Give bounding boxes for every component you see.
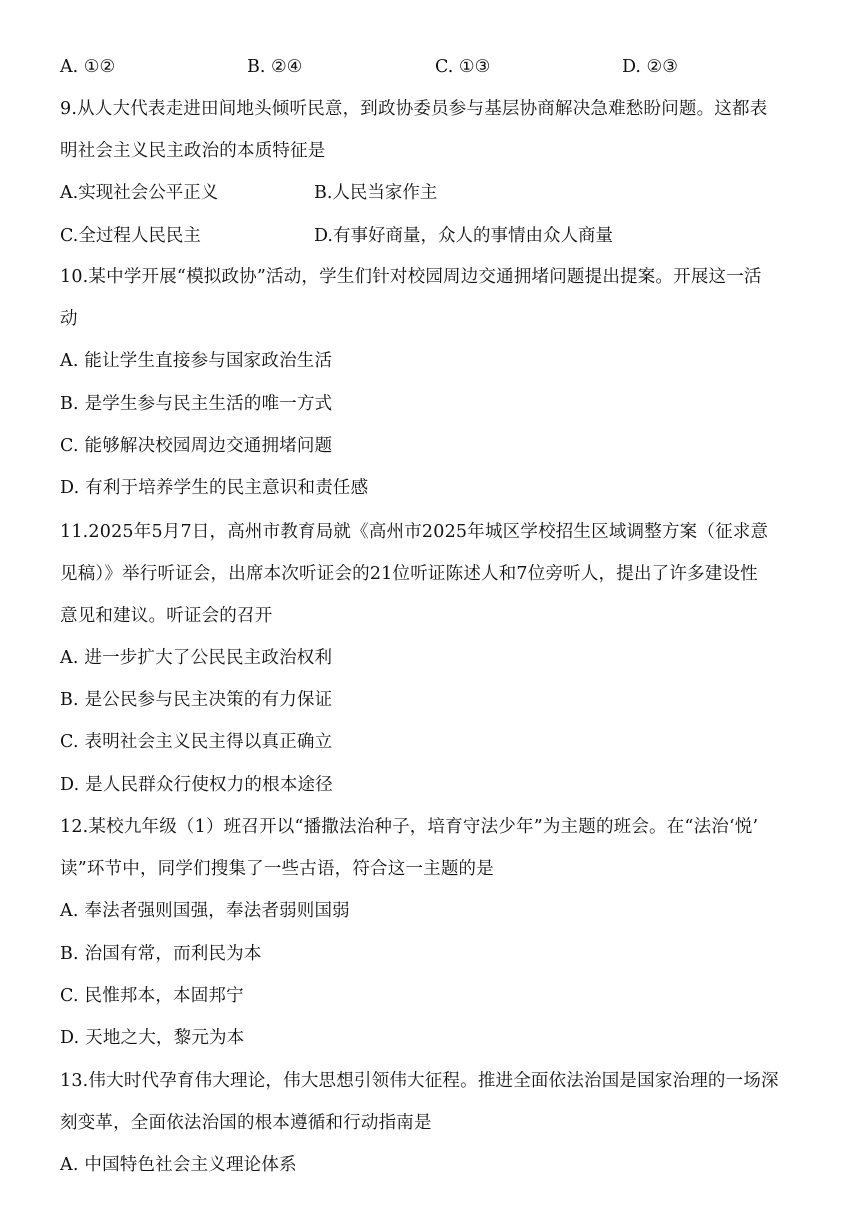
q11-stem-line3: 意见和建议。听证会的召开 <box>60 606 273 626</box>
q13-stem-line1: 13.伟大时代孕育伟大理论，伟大思想引领伟大征程。推进全面依法治国是国家治理的一场深 <box>60 1071 779 1091</box>
q10-option-a: A. 能让学生直接参与国家政治生活 <box>60 351 333 371</box>
q9-option-a: A.实现社会公平正义 <box>60 183 219 203</box>
q13-option-a: A. 中国特色社会主义理论体系 <box>60 1155 297 1175</box>
q11-option-d: D. 是人民群众行使权力的根本途径 <box>60 775 333 795</box>
q8-option-c: C. ①③ <box>435 57 491 77</box>
q12-option-b: B. 治国有常，而利民为本 <box>60 944 262 964</box>
q11-option-a: A. 进一步扩大了公民民主政治权利 <box>60 648 333 668</box>
q9-option-b: B.人民当家作主 <box>314 183 438 203</box>
q12-option-a: A. 奉法者强则国强，奉法者弱则国弱 <box>60 901 350 921</box>
q13-stem-line2: 刻变革，全面依法治国的根本遵循和行动指南是 <box>60 1113 432 1133</box>
q10-option-c: C. 能够解决校园周边交通拥堵问题 <box>60 436 333 456</box>
q11-option-c: C. 表明社会主义民主得以真正确立 <box>60 732 333 752</box>
q12-stem-line1: 12.某校九年级（1）班召开以“播撒法治种子，培育守法少年”为主题的班会。在“法治‘悦’ <box>60 817 759 837</box>
q9-option-d: D.有事好商量，众人的事情由众人商量 <box>314 226 613 246</box>
q11-option-b: B. 是公民参与民主决策的有力保证 <box>60 690 333 710</box>
q10-option-b: B. 是学生参与民主生活的唯一方式 <box>60 394 333 414</box>
q12-option-d: D. 天地之大，黎元为本 <box>60 1028 245 1048</box>
q9-stem-line1: 9.从人大代表走进田间地头倾听民意，到政协委员参与基层协商解决急难愁盼问题。这都表 <box>60 99 768 119</box>
q9-option-c: C.全过程人民民主 <box>60 226 201 246</box>
q11-stem-line2: 见稿）》举行听证会，出席本次听证会的21位听证陈述人和7位旁听人，提出了许多建设性 <box>60 564 758 584</box>
q12-stem-line2: 读”环节中，同学们搜集了一些古语，符合这一主题的是 <box>60 859 494 879</box>
q8-option-a: A. ①② <box>60 57 116 77</box>
q12-option-c: C. 民惟邦本，本固邦宁 <box>60 986 244 1006</box>
q11-stem-line1: 11.2025年5月7日，高州市教育局就《高州市2025年城区学校招生区域调整方案（征求意 <box>60 522 769 542</box>
q10-stem-line1: 10.某中学开展“模拟政协”活动，学生们针对校园周边交通拥堵问题提出提案。开展这一活 <box>60 267 762 287</box>
q8-option-d: D. ②③ <box>622 57 678 77</box>
q10-option-d: D. 有利于培养学生的民主意识和责任感 <box>60 478 369 498</box>
q8-option-b: B. ②④ <box>247 57 303 77</box>
q10-stem-line2: 动 <box>60 309 78 329</box>
q9-stem-line2: 明社会主义民主政治的本质特征是 <box>60 141 326 161</box>
